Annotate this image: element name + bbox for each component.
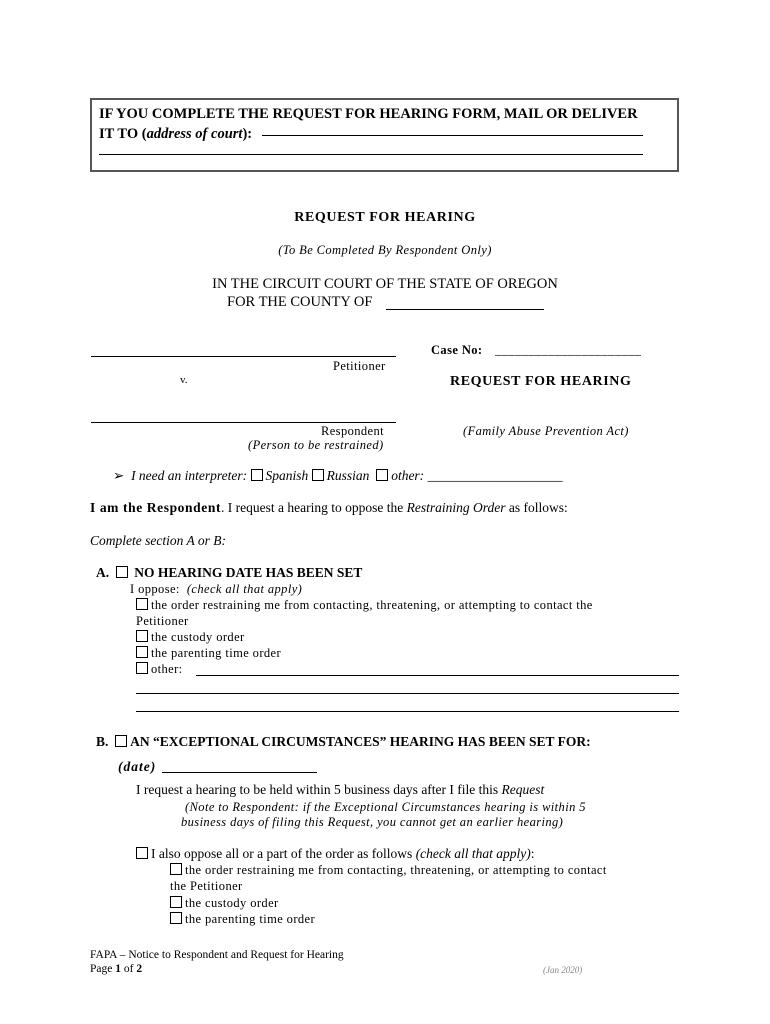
interpreter-line: ➢ I need an interpreter: Spanish Russian other: ____________________	[113, 468, 563, 483]
a-restraining-checkbox[interactable]	[136, 598, 148, 610]
arrow-bullet-icon: ➢	[113, 468, 125, 483]
court-address-field-1[interactable]	[262, 135, 643, 136]
b-item-custody: the custody order	[170, 896, 279, 911]
respondent-label: Respondent	[321, 424, 385, 438]
intro-paragraph: I am the Respondent. I request a hearing to oppose the Restraining Order as follows:	[90, 500, 568, 515]
section-b-checkbox[interactable]	[115, 735, 127, 747]
b-item-restraining-cont: the Petitioner	[170, 879, 243, 893]
petitioner-label: Petitioner	[333, 359, 386, 373]
russian-checkbox[interactable]	[312, 469, 324, 481]
section-a-checkbox[interactable]	[116, 566, 128, 578]
b-parenting-checkbox[interactable]	[170, 912, 182, 924]
respondent-name-field[interactable]	[91, 422, 396, 423]
county-field[interactable]	[386, 309, 544, 310]
spanish-checkbox[interactable]	[251, 469, 263, 481]
other-language-field[interactable]: ____________________	[427, 468, 563, 483]
section-b-heading: B. AN “EXCEPTIONAL CIRCUMSTANCES” HEARING HAS BEEN SET FOR:	[96, 734, 591, 749]
a-other-checkbox[interactable]	[136, 662, 148, 674]
note-line-2: business days of filing this Request, you cannot get an earlier hearing)	[181, 815, 564, 829]
hearing-date-field[interactable]	[162, 772, 317, 773]
note-line-1: (Note to Respondent: if the Exceptional Circumstances hearing is within 5	[185, 800, 586, 814]
versus-label: v.	[180, 374, 188, 386]
notice-line-1: IF YOU COMPLETE THE REQUEST FOR HEARING FORM, MAIL OR DELIVER	[99, 106, 638, 122]
b-item-restraining: the order restraining me from contacting, threatening, or attempting to contact	[170, 863, 607, 878]
respondent-note: (Person to be restrained)	[248, 438, 384, 452]
instruction-text: Complete section A or B:	[90, 533, 226, 548]
b-custody-checkbox[interactable]	[170, 896, 182, 908]
b-restraining-checkbox[interactable]	[170, 863, 182, 875]
footer-page: Page 1 of 2	[90, 963, 143, 975]
a-other-field-1[interactable]	[196, 675, 679, 676]
notice-line-2: IT TO (address of court):	[99, 126, 253, 142]
court-address-field-2[interactable]	[99, 154, 643, 155]
case-no-label: Case No:	[431, 343, 483, 357]
case-no-field[interactable]: ______________________	[495, 343, 642, 357]
request-text: I request a hearing to be held within 5 business days after I file this Request	[136, 782, 545, 797]
form-subtitle: (To Be Completed By Respondent Only)	[278, 243, 492, 257]
b-item-parenting: the parenting time order	[170, 912, 315, 927]
other-language-checkbox[interactable]	[376, 469, 388, 481]
caption-doc-title: REQUEST FOR HEARING	[450, 374, 632, 389]
oppose-label: I oppose: (check all that apply)	[130, 582, 303, 596]
a-parenting-checkbox[interactable]	[136, 646, 148, 658]
a-other-field-3[interactable]	[136, 711, 679, 712]
a-item-custody: the custody order	[136, 630, 245, 645]
act-name: (Family Abuse Prevention Act)	[463, 424, 629, 438]
county-label: FOR THE COUNTY OF	[227, 294, 373, 310]
a-item-other: other:	[136, 662, 183, 677]
footer-title: FAPA – Notice to Respondent and Request for Hearing	[90, 949, 344, 961]
a-item-restraining-cont: Petitioner	[136, 614, 189, 628]
also-oppose-line: I also oppose all or a part of the order as follows (check all that apply):	[136, 846, 535, 862]
a-item-parenting: the parenting time order	[136, 646, 281, 661]
date-label: (date)	[118, 759, 157, 774]
a-custody-checkbox[interactable]	[136, 630, 148, 642]
form-title: REQUEST FOR HEARING	[294, 210, 476, 225]
a-other-field-2[interactable]	[136, 693, 679, 694]
petitioner-name-field[interactable]	[91, 356, 396, 357]
section-a-heading: A. NO HEARING DATE HAS BEEN SET	[96, 565, 363, 580]
court-name: IN THE CIRCUIT COURT OF THE STATE OF OREGON	[212, 276, 558, 292]
revision-date: (Jan 2020)	[543, 965, 583, 975]
a-item-restraining: the order restraining me from contacting, threatening, or attempting to contact the	[136, 598, 593, 613]
also-oppose-checkbox[interactable]	[136, 847, 148, 859]
